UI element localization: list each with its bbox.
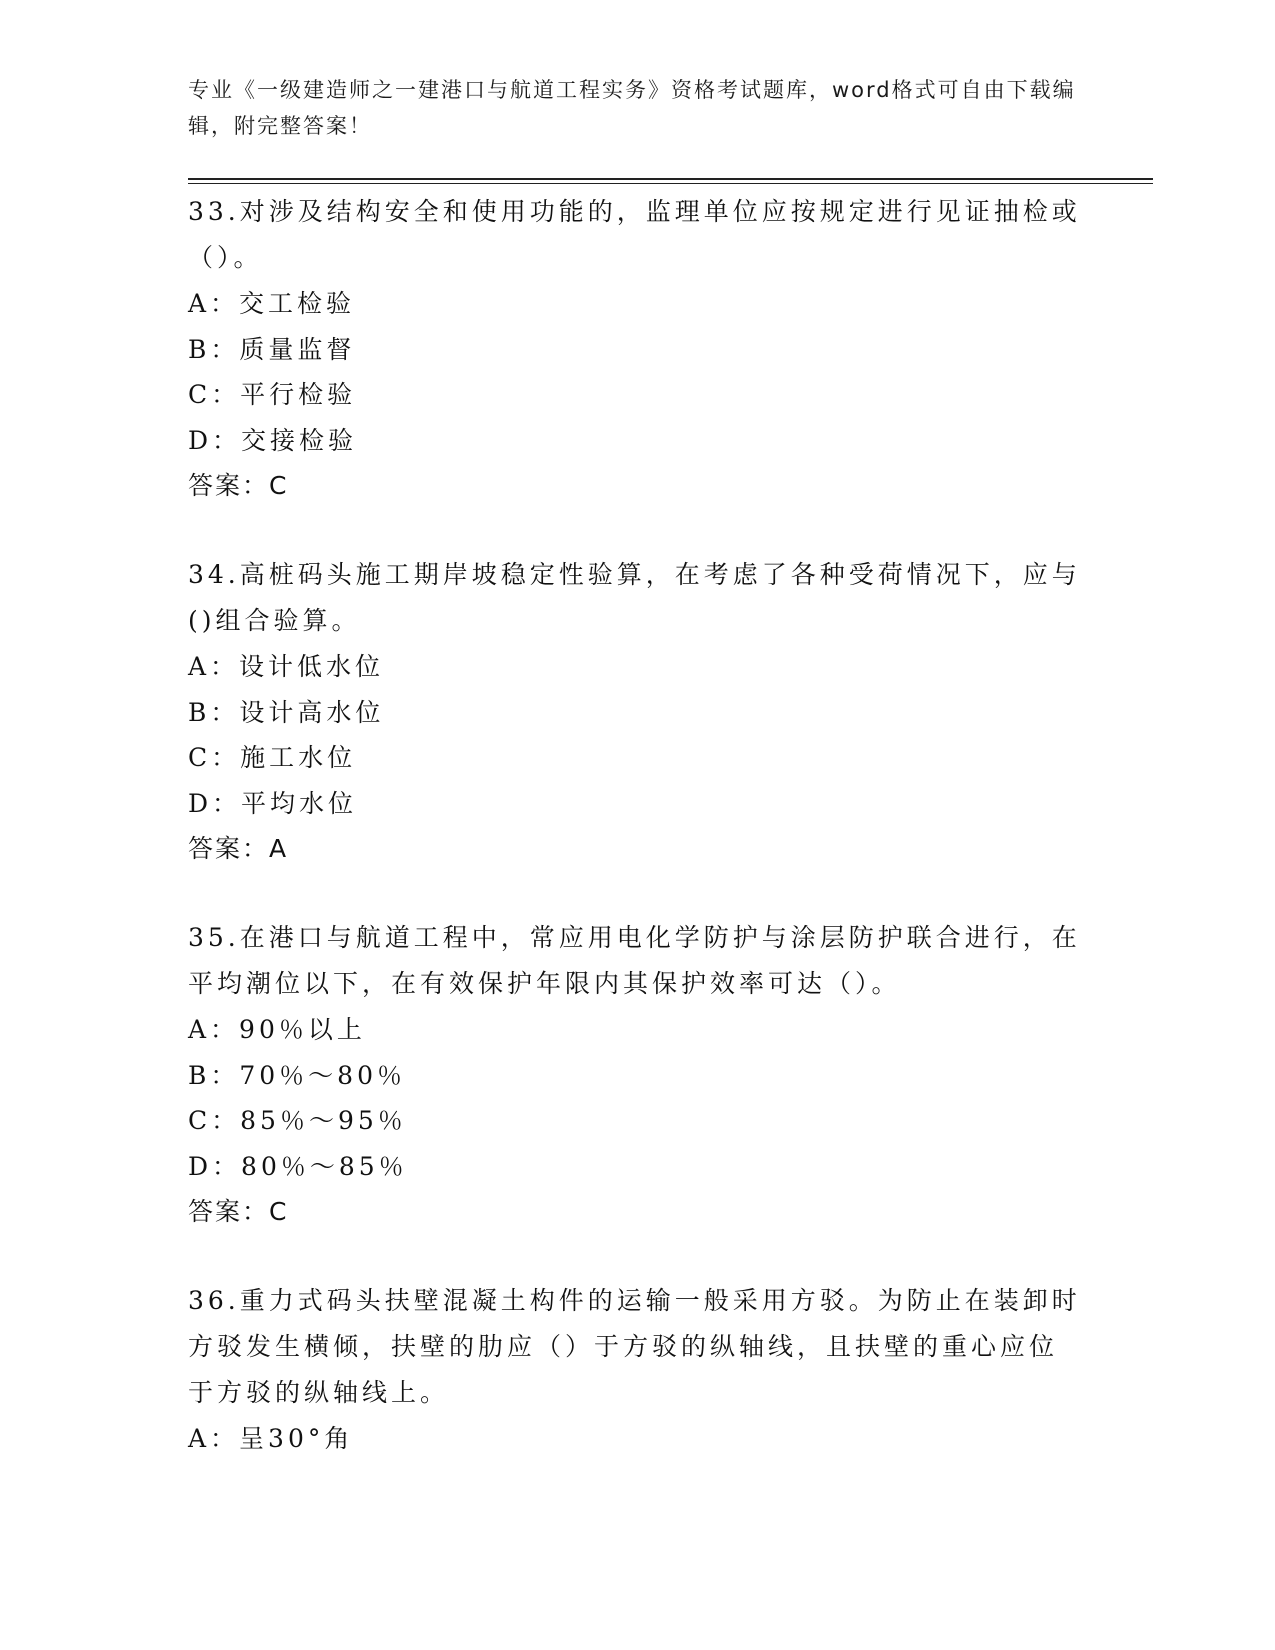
question-33 (188, 189, 1083, 508)
header-text: 专业《一级建造师之一建港口与航道工程实务》资格考试题库，word格式可自由下载编辑，附完整答案！ (188, 78, 1076, 138)
question-stem: 36.重力式码头扶壁混凝土构件的运输一般采用方驳。为防止在装卸时方驳发生横倾，扶壁的肋应（）于方驳的纵轴线，且扶壁的重心应位于方驳的纵轴线上。 (188, 1286, 1081, 1407)
question-stem: 35.在港口与航道工程中，常应用电化学防护与涂层防护联合进行，在平均潮位以下，在有效保护年限内其保护效率可达（）。 (188, 923, 1081, 998)
option-a: A：呈30°角 (188, 1424, 354, 1453)
header-divider-thin (188, 183, 1153, 184)
answer-line: 答案：C (188, 1197, 289, 1226)
header-divider-thick (188, 178, 1153, 180)
option-b: B：70％～80％ (188, 1060, 406, 1090)
option-a: A：90％以上 (188, 1015, 366, 1044)
option-b: B：质量监督 (188, 334, 356, 364)
question-36 (188, 1278, 1083, 1462)
answer-line: 答案：A (188, 834, 289, 863)
question-35 (188, 915, 1083, 1234)
option-d: D：80％～85％ (188, 1151, 408, 1181)
option-c: C：施工水位 (188, 743, 357, 772)
option-d: D：交接检验 (188, 425, 358, 455)
option-d: D：平均水位 (188, 788, 358, 818)
document-header (188, 72, 1078, 144)
option-c: C：85％～95％ (188, 1106, 407, 1135)
option-a: A：交工检验 (188, 289, 356, 318)
question-34 (188, 552, 1083, 871)
option-b: B：设计高水位 (188, 697, 385, 727)
question-stem: 33.对涉及结构安全和使用功能的，监理单位应按规定进行见证抽检或（）。 (188, 197, 1081, 272)
answer-line: 答案：C (188, 471, 289, 500)
option-a: A：设计低水位 (188, 652, 385, 681)
question-stem: 34.高桩码头施工期岸坡稳定性验算，在考虑了各种受荷情况下，应与()组合验算。 (188, 560, 1081, 635)
question-list (188, 189, 1083, 1506)
option-c: C：平行检验 (188, 380, 357, 409)
